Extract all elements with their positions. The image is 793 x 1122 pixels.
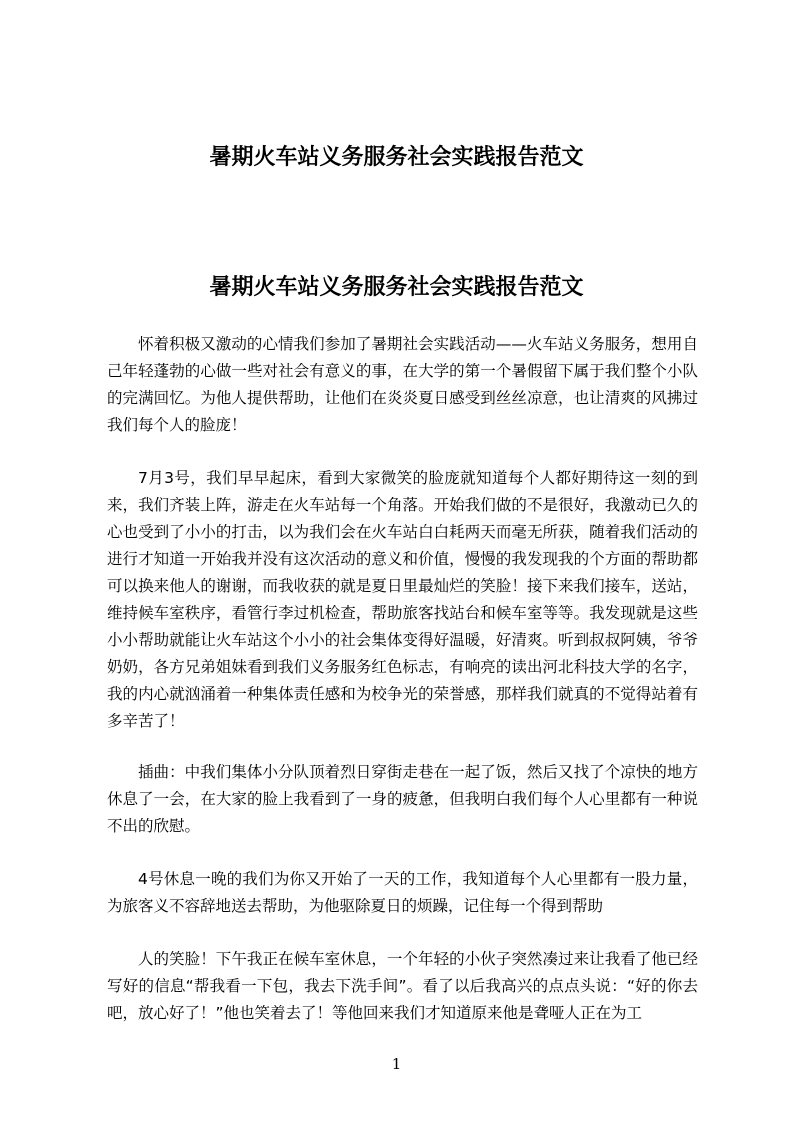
document-title: 暑期火车站义务服务社会实践报告范文 (209, 275, 584, 300)
paragraph: 怀着积极又激动的心情我们参加了暑期社会实践活动——火车站义务服务，想用自己年轻蓬勃的心做一些对社会有意义的事，在大学的第一个暑假留下属于我们整个小队的完满回忆。为他人提供帮助，让他们在炎炎夏日感受到丝丝凉意，也让清爽的风拂过我们每个人的脸庞！ (107, 335, 698, 434)
paragraph: 插曲：中我们集体小分队顶着烈日穿街走巷在一起了饭，然后又找了个凉快的地方休息了一会，在大家的脸上我看到了一身的疲惫，但我明白我们每个人心里都有一种说不出的欣慰。 (107, 763, 698, 835)
paragraph: 4号休息一晚的我们为你又开始了一天的工作，我知道每个人心里都有一股力量，为旅客义不容辞地送去帮助，为他驱除夏日的烦躁，记住每一个得到帮助 (107, 870, 698, 915)
header-title: 暑期火车站义务服务社会实践报告范文 (209, 145, 584, 170)
page-number: 1 (391, 1055, 402, 1073)
paragraph: 7月3号，我们早早起床，看到大家微笑的脸庞就知道每个人都好期待这一刻的到来，我们齐装上阵，游走在火车站每一个角落。开始我们做的不是很好，我激动已久的心也受到了小小的打击，以为我们会在火车站白白耗两天而毫无所获，随着我们活动的进行才知道一开始我并没有这次活动的意义和价值，慢慢的我发现我的个方面的帮助都可以换来他人的谢谢，而我收获的就是夏日里最灿烂的笑脸！接下来我们接车，送站，维持候车室秩序，看管行李过机检查，帮助旅客找站台和候车室等等。我发现就是这些小小帮助就能让火车站这个小小的社会集体变得好温暖，好清爽。听到叔叔阿姨，爷爷奶奶，各方兄弟姐妹看到我们义务服务红色标志，有响亮的读出河北科技大学的名字，我的内心就汹涌着一种集体责任感和为校争光的荣誉感，那样我们就真的不觉得站着有多辛苦了！ (107, 469, 698, 730)
paragraph: 人的笑脸！下午我正在候车室休息，一个年轻的小伙子突然凑过来让我看了他已经写好的信息“帮我看一下包，我去下洗手间”。看了以后我高兴的点点头说：“好的你去吧，放心好了！”他也笑着去了！等他回来我们才知道原来他是聋哑人正在为工 (107, 950, 698, 1022)
